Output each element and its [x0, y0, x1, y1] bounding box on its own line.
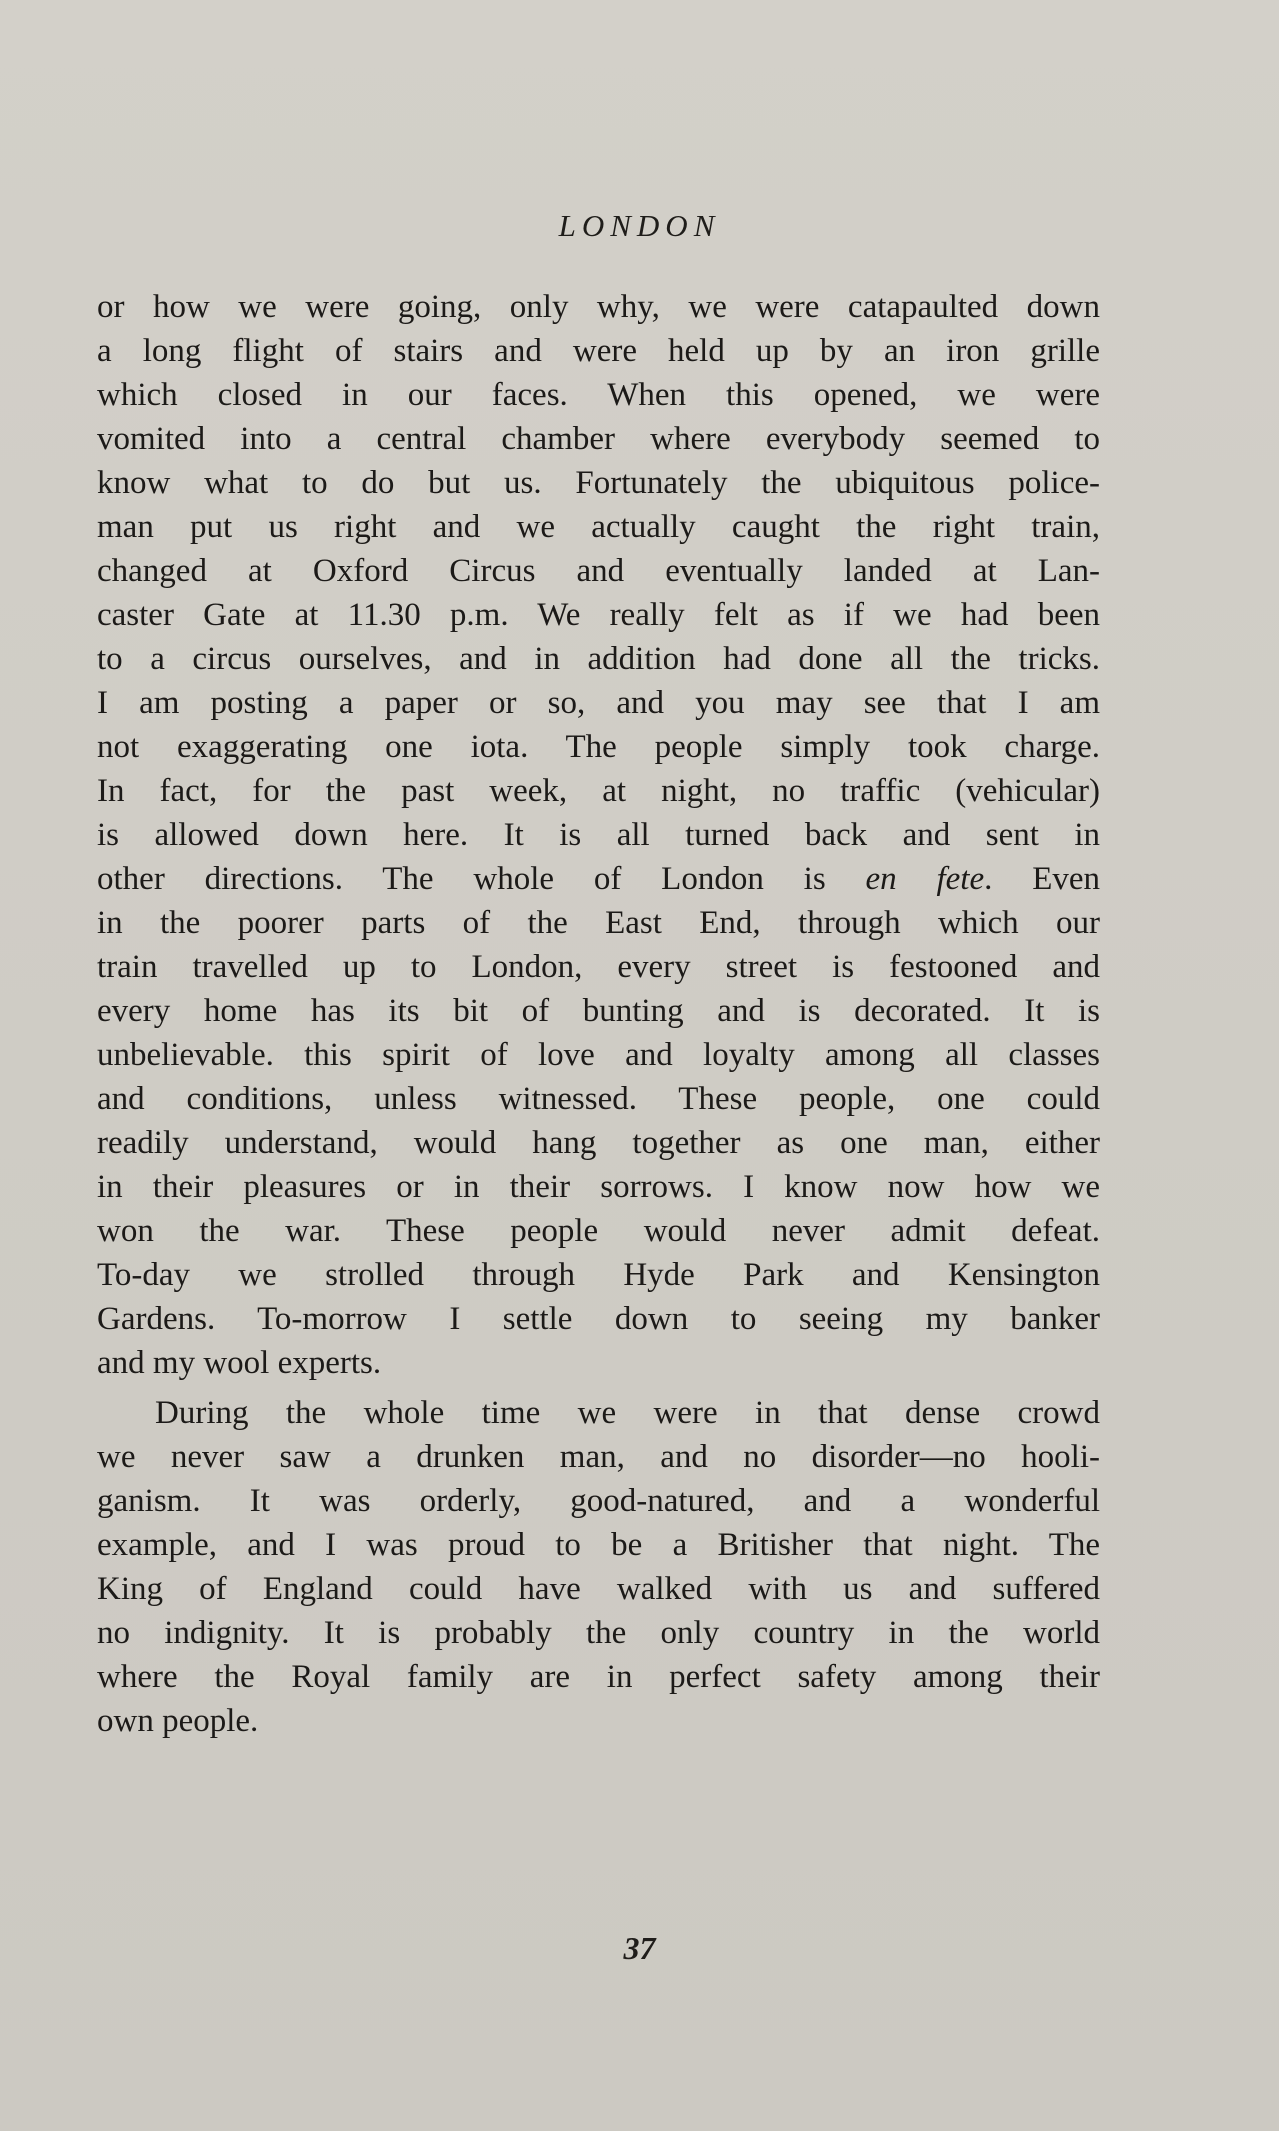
text-line: train travelled up to London, every street is festooned and [97, 949, 1100, 985]
line-start: other directions. The whole of London is [97, 861, 866, 897]
text-line: example, and I was proud to be a Britisher that night. The [97, 1527, 1100, 1563]
text-line: know what to do but us. Fortunately the ubiquitous police- [97, 465, 1100, 501]
text-line: During the whole time we were in that dense crowd [155, 1395, 1100, 1431]
text-line: ganism. It was orderly, good-natured, and a wonderful [97, 1483, 1100, 1519]
text-line: won the war. These people would never admit defeat. [97, 1213, 1100, 1249]
text-line: every home has its bit of bunting and is decorated. It is [97, 993, 1100, 1029]
text-line: own people. [97, 1703, 259, 1739]
text-line: King of England could have walked with us and suffered [97, 1571, 1100, 1607]
text-line: no indignity. It is probably the only country in the world [97, 1615, 1100, 1651]
body-text [97, 285, 1100, 1743]
text-line: not exaggerating one iota. The people simply took charge. [97, 729, 1100, 765]
text-line: which closed in our faces. When this opened, we were [97, 377, 1100, 413]
text-line: changed at Oxford Circus and eventually landed at Lan- [97, 553, 1100, 589]
text-line: or how we were going, only why, we were catapaulted down [97, 289, 1100, 325]
text-line: and conditions, unless witnessed. These people, one could [97, 1081, 1100, 1117]
text-line: unbelievable. this spirit of love and loyalty among all classes [97, 1037, 1100, 1073]
text-line: To-day we strolled through Hyde Park and Kensington [97, 1257, 1100, 1293]
text-line: to a circus ourselves, and in addition had done all the tricks. [97, 641, 1100, 677]
text-line: caster Gate at 11.30 p.m. We really felt as if we had been [97, 597, 1100, 633]
text-line: a long flight of stairs and were held up by an iron grille [97, 333, 1100, 369]
text-line: is allowed down here. It is all turned back and sent in [97, 817, 1100, 853]
text-line: readily understand, would hang together as one man, either [97, 1125, 1100, 1161]
text-line: In fact, for the past week, at night, no traffic (vehicular) [97, 773, 1100, 809]
paragraph [97, 285, 1100, 1385]
text-line: where the Royal family are in perfect safety among their [97, 1659, 1100, 1695]
text-line-with-italic [97, 857, 1100, 901]
text-line: Gardens. To-morrow I settle down to seeing my banker [97, 1301, 1100, 1337]
italic-phrase: en fete [865, 861, 985, 897]
running-head: LONDON [558, 208, 721, 243]
page-number: 37 [623, 1930, 656, 1966]
text-line: man put us right and we actually caught the right train, [97, 509, 1100, 545]
text-line: I am posting a paper or so, and you may see that I am [97, 685, 1100, 721]
text-line: we never saw a drunken man, and no disorder—no hooli- [97, 1439, 1100, 1475]
text-line: vomited into a central chamber where everybody seemed to [97, 421, 1100, 457]
text-line: and my wool experts. [97, 1345, 382, 1381]
paragraph [97, 1391, 1100, 1743]
text-line: in their pleasures or in their sorrows. I know now how we [97, 1169, 1100, 1205]
line-end: . Even [984, 861, 1100, 897]
text-line: in the poorer parts of the East End, through which our [97, 905, 1100, 941]
